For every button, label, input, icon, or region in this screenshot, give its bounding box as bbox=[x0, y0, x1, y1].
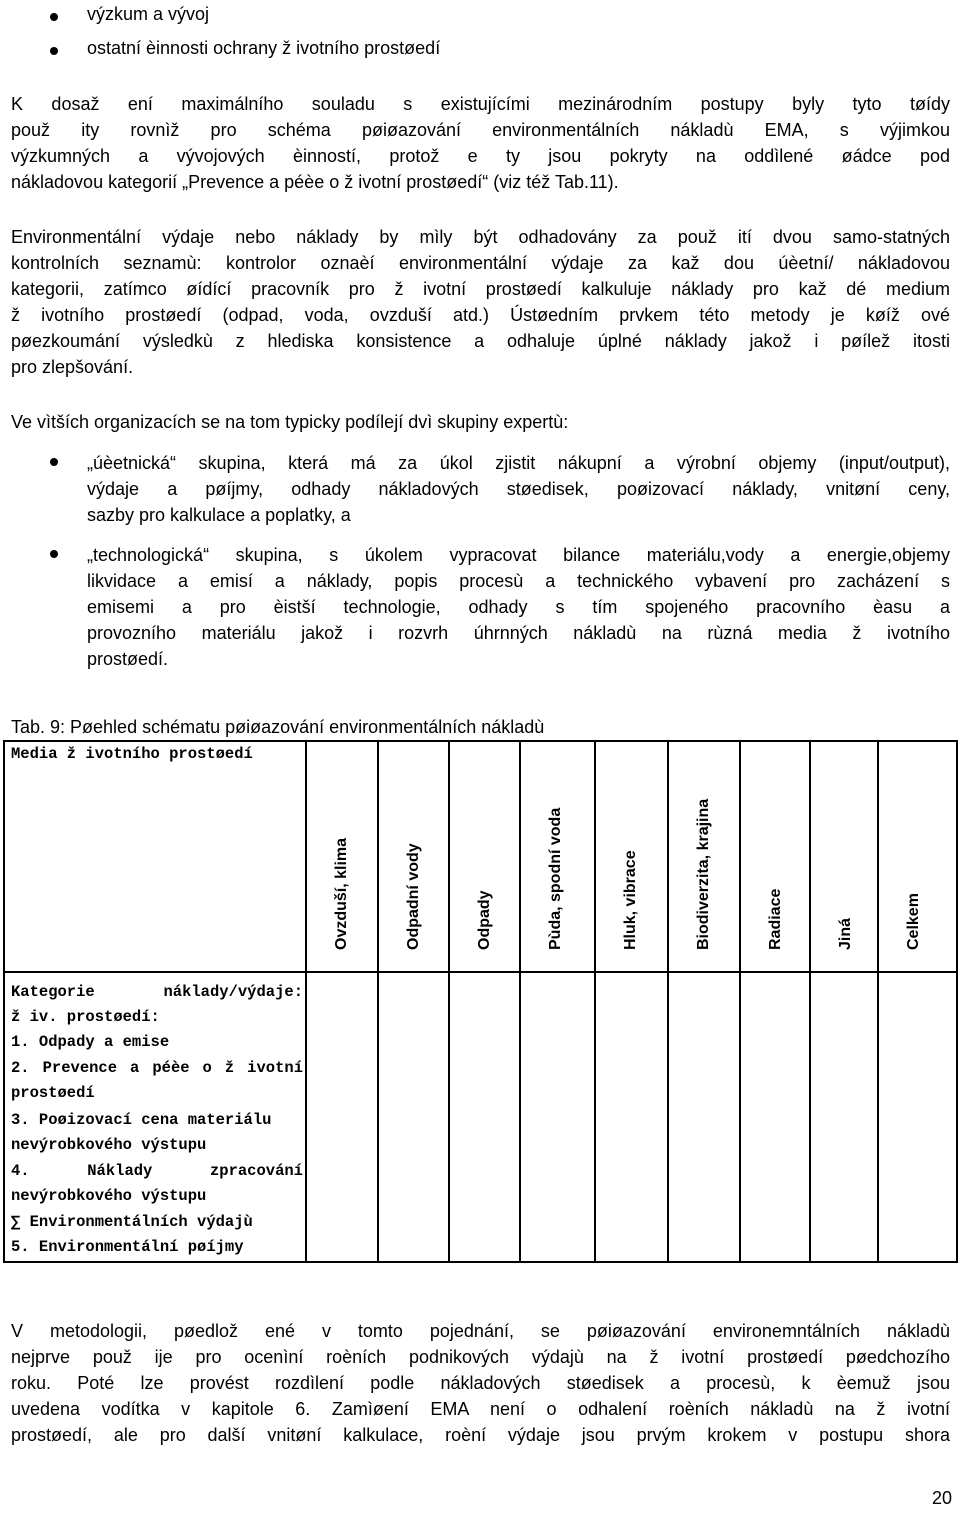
row-label: 3. Poøizovací cena materiálu bbox=[11, 1111, 272, 1129]
paragraph-3: Ve vìtších organizacích se na tom typicky podílejí dvì skupiny expertù: bbox=[11, 412, 569, 432]
text-line: použ ity rovnìž pro schéma pøiøazování environmentálních nákladù EMA, s výjimkou bbox=[11, 120, 950, 140]
bullet-dot bbox=[50, 458, 58, 466]
column-header-wastewater bbox=[379, 740, 449, 970]
column-header-label: Biodiverzita, krajina bbox=[695, 798, 712, 950]
text-line: kontrolních seznamù: kontrolor oznaèí environmentální výdaje za kaž dou úèetní/ nákladovou bbox=[11, 253, 950, 273]
table-border bbox=[956, 740, 958, 1263]
row-label: 1. Odpady a emise bbox=[11, 1033, 170, 1051]
cost-allocation-table bbox=[3, 740, 958, 1263]
column-header-air bbox=[307, 740, 377, 970]
text-line: K dosaž ení maximálního souladu s existujícími mezinárodním postupy byly tyto tøídy bbox=[11, 94, 950, 114]
row-label: prostøedí bbox=[11, 1084, 95, 1102]
row-label: 5. Environmentální pøíjmy bbox=[11, 1238, 244, 1256]
table-border bbox=[3, 1261, 958, 1263]
row-label: 2. Prevence a péèe o ž ivotní bbox=[11, 1059, 303, 1077]
text-line: výzkumných a vývojových èinností, protož e ty jsou pokryty na oddìlené øádce pod bbox=[11, 146, 950, 166]
column-header-label: Hluk, vibrace bbox=[622, 850, 639, 950]
column-header-other bbox=[811, 740, 881, 970]
column-header-label: Pùda, spodní voda bbox=[547, 807, 564, 950]
text-line: roku. Poté lze provést rozdìlení podle nákladových støedisek a procesù, k èemuž jsou bbox=[11, 1373, 950, 1393]
text-line: uvedena vodítka v kapitole 6. Zamìøení EMA není o odhalení roèních nákladù na ž ivotní bbox=[11, 1399, 950, 1419]
column-header-waste bbox=[450, 740, 520, 970]
text-line: prostøedí. bbox=[87, 649, 169, 669]
text-line: pøezkoumání výsledkù z hlediska konsistence a odhaluje úplné náklady jakož i pøílež itosti bbox=[11, 331, 950, 351]
bullet-item: výzkum a vývoj bbox=[87, 4, 210, 24]
text-line: „technologická“ skupina, s úkolem vypracovat bilance materiálu,vody a energie,objemy bbox=[87, 545, 950, 565]
row-label: ∑ Environmentálních výdajù bbox=[11, 1213, 253, 1231]
text-line: provozního materiálu jakož i rozvrh úhrnných nákladù na rùzná media ž ivotního bbox=[87, 623, 950, 643]
column-header-label: Odpady bbox=[476, 890, 493, 950]
bullet-dot bbox=[50, 13, 58, 21]
text-line: prostøedí, ale pro další vnitøní kalkulace, roèní výdaje jsou prvým krokem v postupu shora bbox=[11, 1425, 950, 1445]
text-line: ž ivotního prostøedí (odpad, voda, ovzduší atd.) Ústøedním prvkem této metody je køíž ové bbox=[11, 305, 950, 325]
bullet-item: ostatní èinnosti ochrany ž ivotního prostøedí bbox=[87, 38, 441, 58]
column-header-label: Ovzduší, klima bbox=[333, 837, 350, 950]
row-label: 4. Náklady zpracování bbox=[11, 1162, 303, 1180]
row-label: nevýrobkového výstupu bbox=[11, 1187, 207, 1205]
row-label: Kategorie náklady/výdaje: bbox=[11, 983, 303, 1001]
text-line: Environmentální výdaje nebo náklady by mìly být odhadovány za použ ití dvou samo-statných bbox=[11, 227, 950, 247]
column-header-radiation bbox=[741, 740, 811, 970]
table-border bbox=[3, 971, 958, 973]
table-caption: Tab. 9: Pøehled schématu pøiøazování environmentálních nákladù bbox=[11, 717, 545, 737]
text-line: sazby pro kalkulace a poplatky, a bbox=[87, 505, 351, 525]
column-header-total bbox=[879, 740, 949, 970]
bullet-dot bbox=[50, 47, 58, 55]
text-line: emisemi a pro èistší technologie, odhady s tím spojeného pracovního èasu a bbox=[87, 597, 950, 617]
column-header-label: Radiace bbox=[767, 888, 784, 950]
table-corner-header: Media ž ivotního prostøedí bbox=[11, 745, 253, 763]
column-header-biodiversity bbox=[669, 740, 739, 970]
text-line: kategorii, zatímco øídící pracovník pro ž ivotní prostøedí kalkuluje náklady pro kaž dé medium bbox=[11, 279, 950, 299]
row-label: nevýrobkového výstupu bbox=[11, 1136, 207, 1154]
page-number: 20 bbox=[931, 1488, 952, 1508]
text-line: nákladovou kategorií „Prevence a péèe o ž ivotní prostøedí“ (viz též Tab.11). bbox=[11, 172, 619, 192]
text-line: likvidace a emisí a náklady, popis procesù a technického vybavení pro zacházení s bbox=[87, 571, 950, 591]
row-label: ž iv. prostøedí: bbox=[11, 1008, 160, 1026]
column-header-noise bbox=[596, 740, 666, 970]
bullet-dot bbox=[50, 550, 58, 558]
text-line: výdaje a pøíjmy, odhady nákladových støedisek, poøizovací náklady, vnitøní ceny, bbox=[87, 479, 950, 499]
column-header-label: Odpadní vody bbox=[405, 843, 422, 950]
column-header-label: Celkem bbox=[905, 893, 922, 950]
text-line: V metodologii, pøedlož ené v tomto pojednání, se pøiøazování environemntálních nákladù bbox=[11, 1321, 950, 1341]
text-line: nejprve použ ije pro ocenìní roèních podnikových výdajù na ž ivotní prostøedí pøedchozího bbox=[11, 1347, 950, 1367]
text-line: pro zlepšování. bbox=[11, 357, 134, 377]
column-header-soil bbox=[521, 740, 591, 970]
column-header-label: Jiná bbox=[837, 917, 854, 950]
text-line: „úèetnická“ skupina, která má za úkol zjistit nákupní a výrobní objemy (input/output), bbox=[87, 453, 950, 473]
table-border bbox=[3, 740, 5, 1263]
